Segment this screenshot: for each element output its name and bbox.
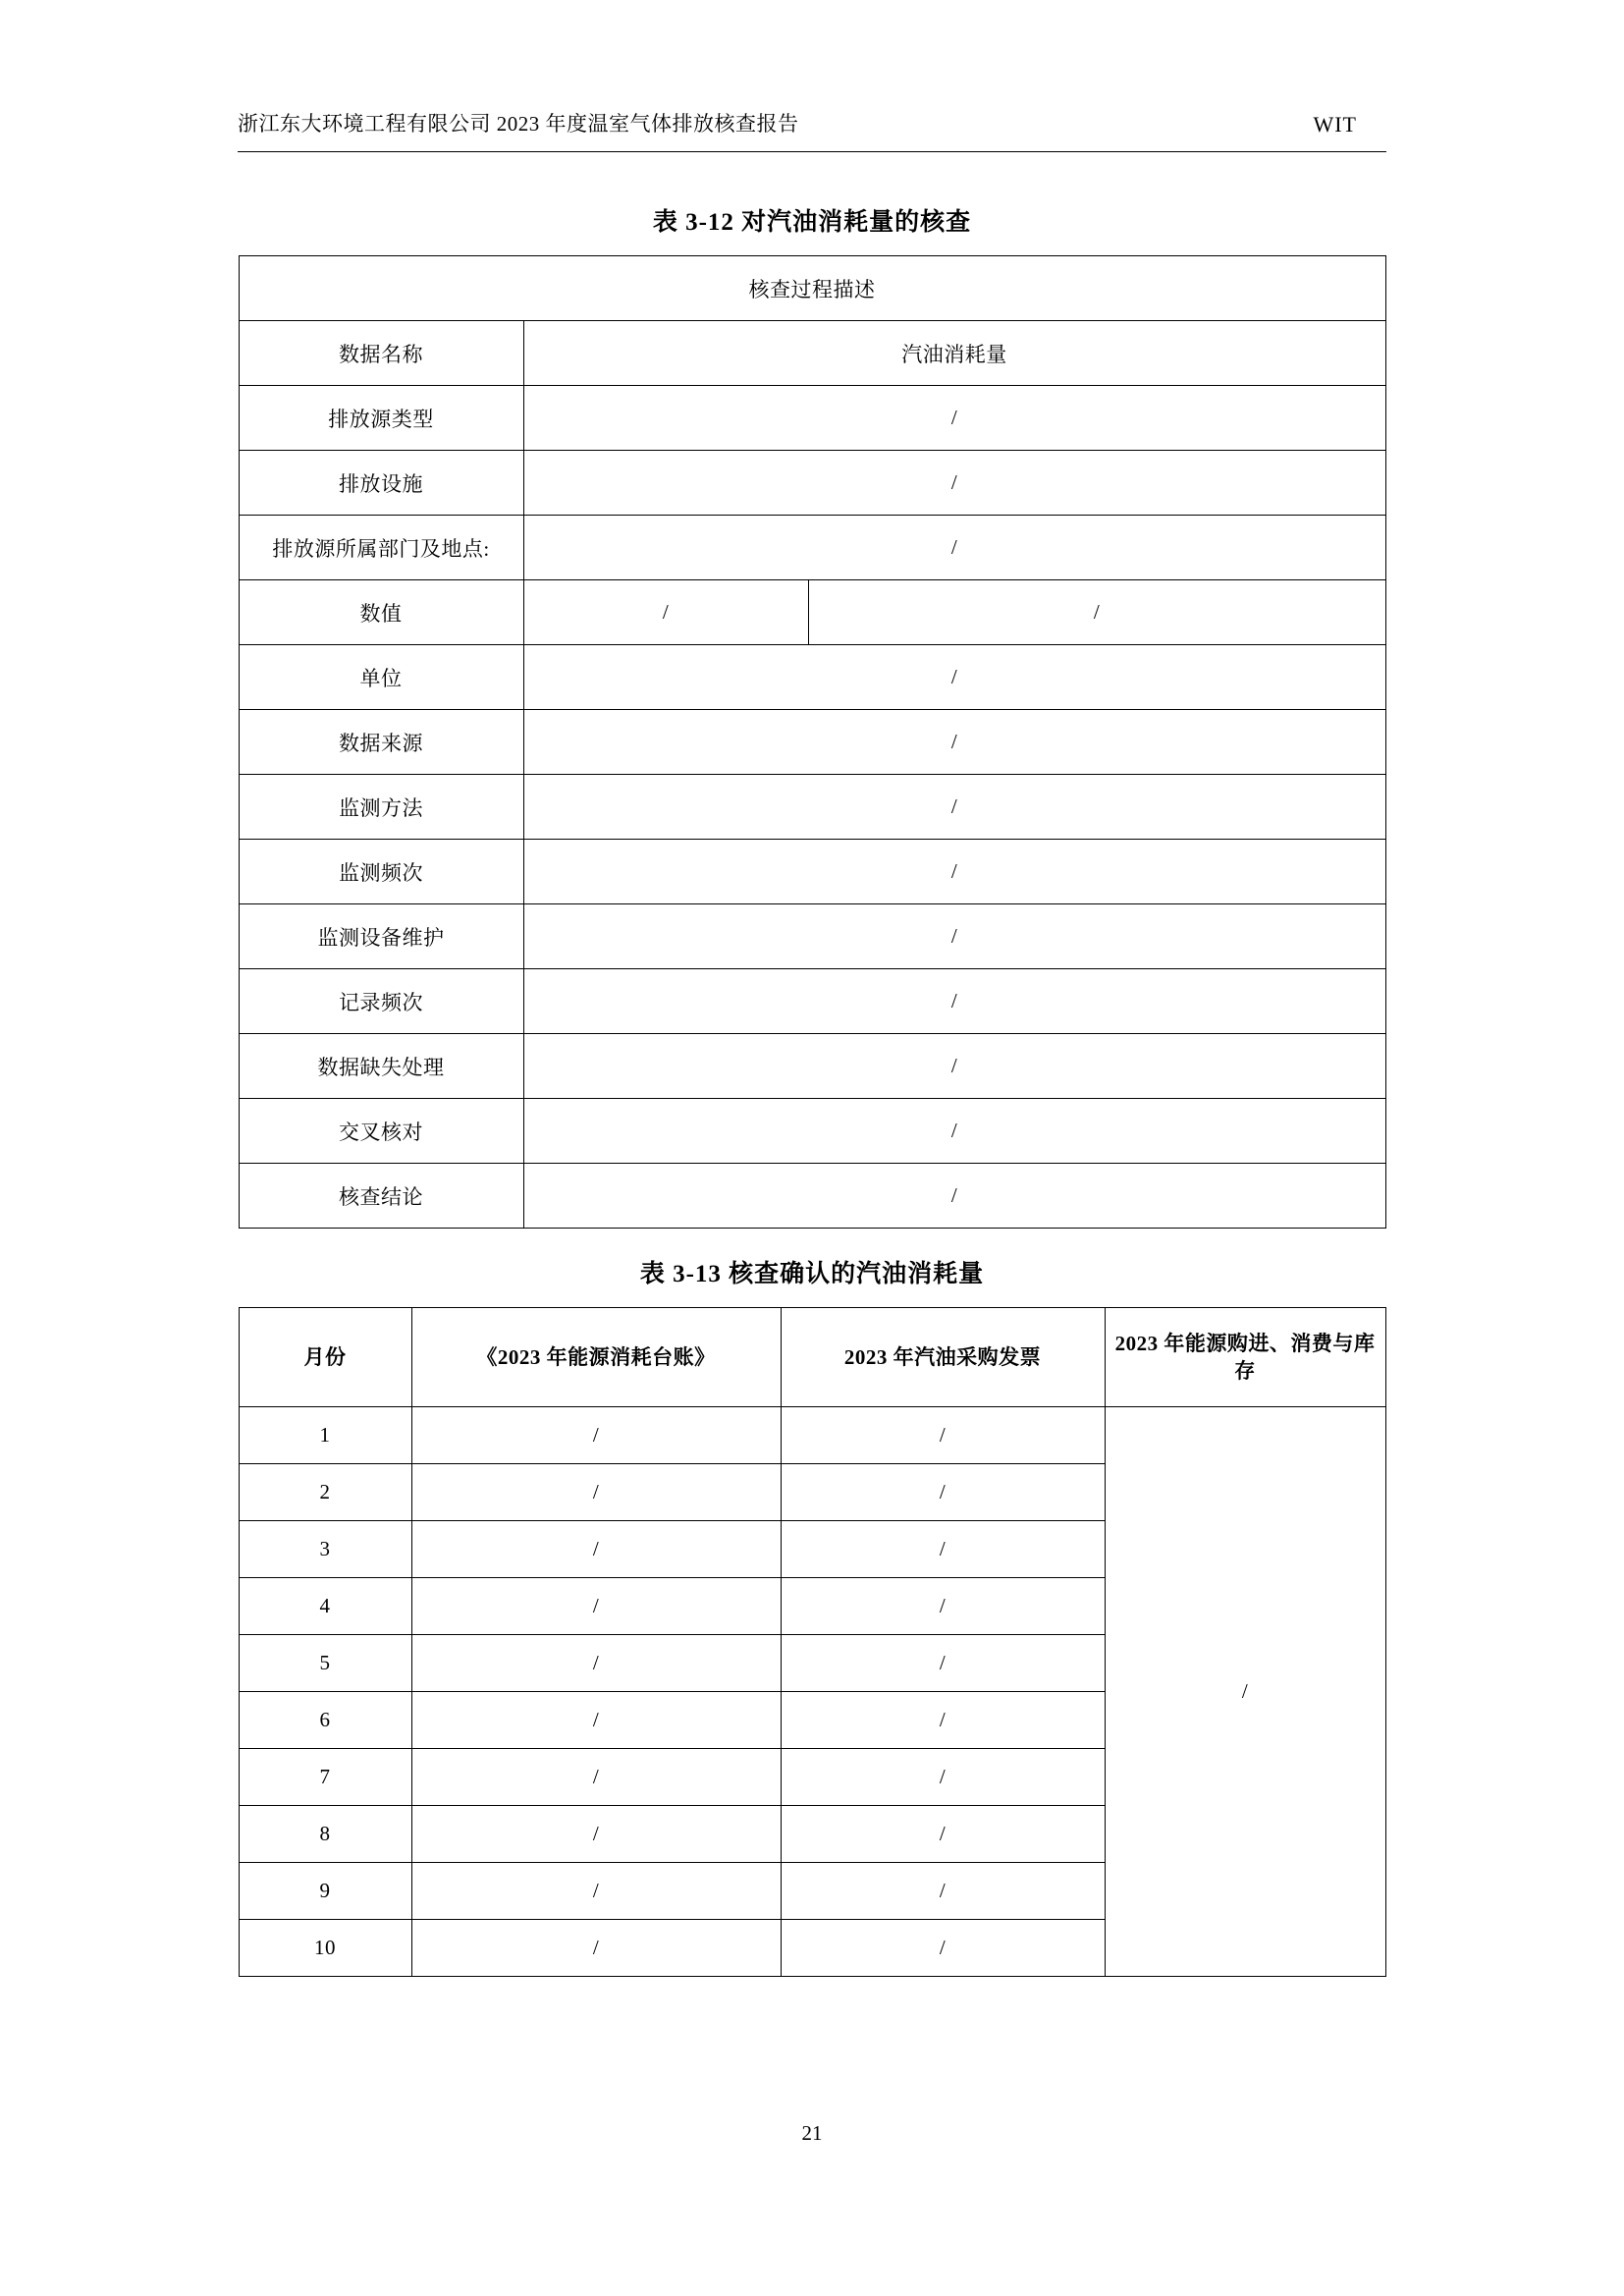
row-label: 交叉核对: [239, 1099, 523, 1164]
cell-invoice: /: [781, 1806, 1105, 1863]
table-row: [239, 386, 1385, 451]
table-row: [239, 451, 1385, 516]
cell-invoice: /: [781, 1464, 1105, 1521]
row-value: /: [523, 775, 1385, 840]
table-row: [239, 580, 1385, 645]
table-row: [239, 321, 1385, 386]
table-row: [239, 840, 1385, 904]
header-title: 浙江东大环境工程有限公司 2023 年度温室气体排放核查报告: [238, 112, 799, 136]
row-label: 数据缺失处理: [239, 1034, 523, 1099]
table-row: [239, 1034, 1385, 1099]
row-value: /: [523, 1164, 1385, 1229]
row-label: 监测方法: [239, 775, 523, 840]
row-value: /: [523, 516, 1385, 580]
row-label: 数据名称: [239, 321, 523, 386]
table-row: [239, 775, 1385, 840]
cell-month: 2: [239, 1464, 411, 1521]
column-header-invoice: 2023 年汽油采购发票: [781, 1308, 1105, 1407]
row-value: /: [523, 1099, 1385, 1164]
cell-invoice: /: [781, 1407, 1105, 1464]
table-row: [239, 710, 1385, 775]
page-content: [238, 177, 1386, 1977]
row-value: /: [523, 710, 1385, 775]
column-header-inventory: 2023 年能源购进、消费与库存: [1105, 1308, 1385, 1407]
cell-invoice: /: [781, 1635, 1105, 1692]
cell-inventory-merged: /: [1105, 1407, 1385, 1977]
cell-invoice: /: [781, 1863, 1105, 1920]
table-header-row: [239, 1308, 1385, 1407]
cell-ledger: /: [411, 1578, 781, 1635]
cell-month: 10: [239, 1920, 411, 1977]
column-header-ledger: 《2023 年能源消耗台账》: [411, 1308, 781, 1407]
table-row: [239, 516, 1385, 580]
row-value-secondary: /: [808, 580, 1385, 645]
cell-ledger: /: [411, 1806, 781, 1863]
cell-ledger: /: [411, 1692, 781, 1749]
row-label: 排放源所属部门及地点:: [239, 516, 523, 580]
row-value: /: [523, 840, 1385, 904]
cell-month: 5: [239, 1635, 411, 1692]
cell-invoice: /: [781, 1578, 1105, 1635]
table-312: [239, 255, 1386, 1229]
cell-invoice: /: [781, 1692, 1105, 1749]
table-313-caption: 表 3-13 核查确认的汽油消耗量: [639, 1261, 985, 1287]
cell-invoice: /: [781, 1920, 1105, 1977]
row-label: 核查结论: [239, 1164, 523, 1229]
cell-invoice: /: [781, 1521, 1105, 1578]
row-value: /: [523, 580, 808, 645]
table-row: [239, 904, 1385, 969]
row-label: 数据来源: [239, 710, 523, 775]
row-value: /: [523, 1034, 1385, 1099]
row-label: 排放设施: [239, 451, 523, 516]
row-label: 记录频次: [239, 969, 523, 1034]
cell-month: 6: [239, 1692, 411, 1749]
table-row: [239, 256, 1385, 321]
table-312-body: [239, 256, 1385, 1229]
table-row: [239, 1164, 1385, 1229]
cell-month: 8: [239, 1806, 411, 1863]
row-value: /: [523, 969, 1385, 1034]
cell-month: 3: [239, 1521, 411, 1578]
cell-ledger: /: [411, 1920, 781, 1977]
cell-month: 9: [239, 1863, 411, 1920]
table-313-body: [239, 1308, 1385, 1977]
row-value: /: [523, 645, 1385, 710]
row-label: 单位: [239, 645, 523, 710]
row-label: 监测设备维护: [239, 904, 523, 969]
cell-month: 1: [239, 1407, 411, 1464]
cell-month: 4: [239, 1578, 411, 1635]
row-label: 监测频次: [239, 840, 523, 904]
row-value: /: [523, 386, 1385, 451]
cell-ledger: /: [411, 1635, 781, 1692]
cell-ledger: /: [411, 1464, 781, 1521]
row-value: /: [523, 904, 1385, 969]
page-number: 21: [801, 2121, 823, 2145]
column-header-month: 月份: [239, 1308, 411, 1407]
row-label: 排放源类型: [239, 386, 523, 451]
table-row: [239, 1407, 1385, 1464]
table-312-caption: 表 3-12 对汽油消耗量的核查: [652, 209, 972, 236]
cell-month: 7: [239, 1749, 411, 1806]
table-row: [239, 1099, 1385, 1164]
page-header: [238, 108, 1386, 152]
cell-ledger: /: [411, 1749, 781, 1806]
table-row: [239, 645, 1385, 710]
table-313: [239, 1307, 1386, 1977]
cell-ledger: /: [411, 1407, 781, 1464]
row-value: 汽油消耗量: [523, 321, 1385, 386]
table-312-head: 核查过程描述: [239, 256, 1385, 321]
row-label: 数值: [239, 580, 523, 645]
cell-ledger: /: [411, 1521, 781, 1578]
table-row: [239, 969, 1385, 1034]
cell-invoice: /: [781, 1749, 1105, 1806]
row-value: /: [523, 451, 1385, 516]
cell-ledger: /: [411, 1863, 781, 1920]
header-company-mark: WIT: [1313, 112, 1357, 137]
